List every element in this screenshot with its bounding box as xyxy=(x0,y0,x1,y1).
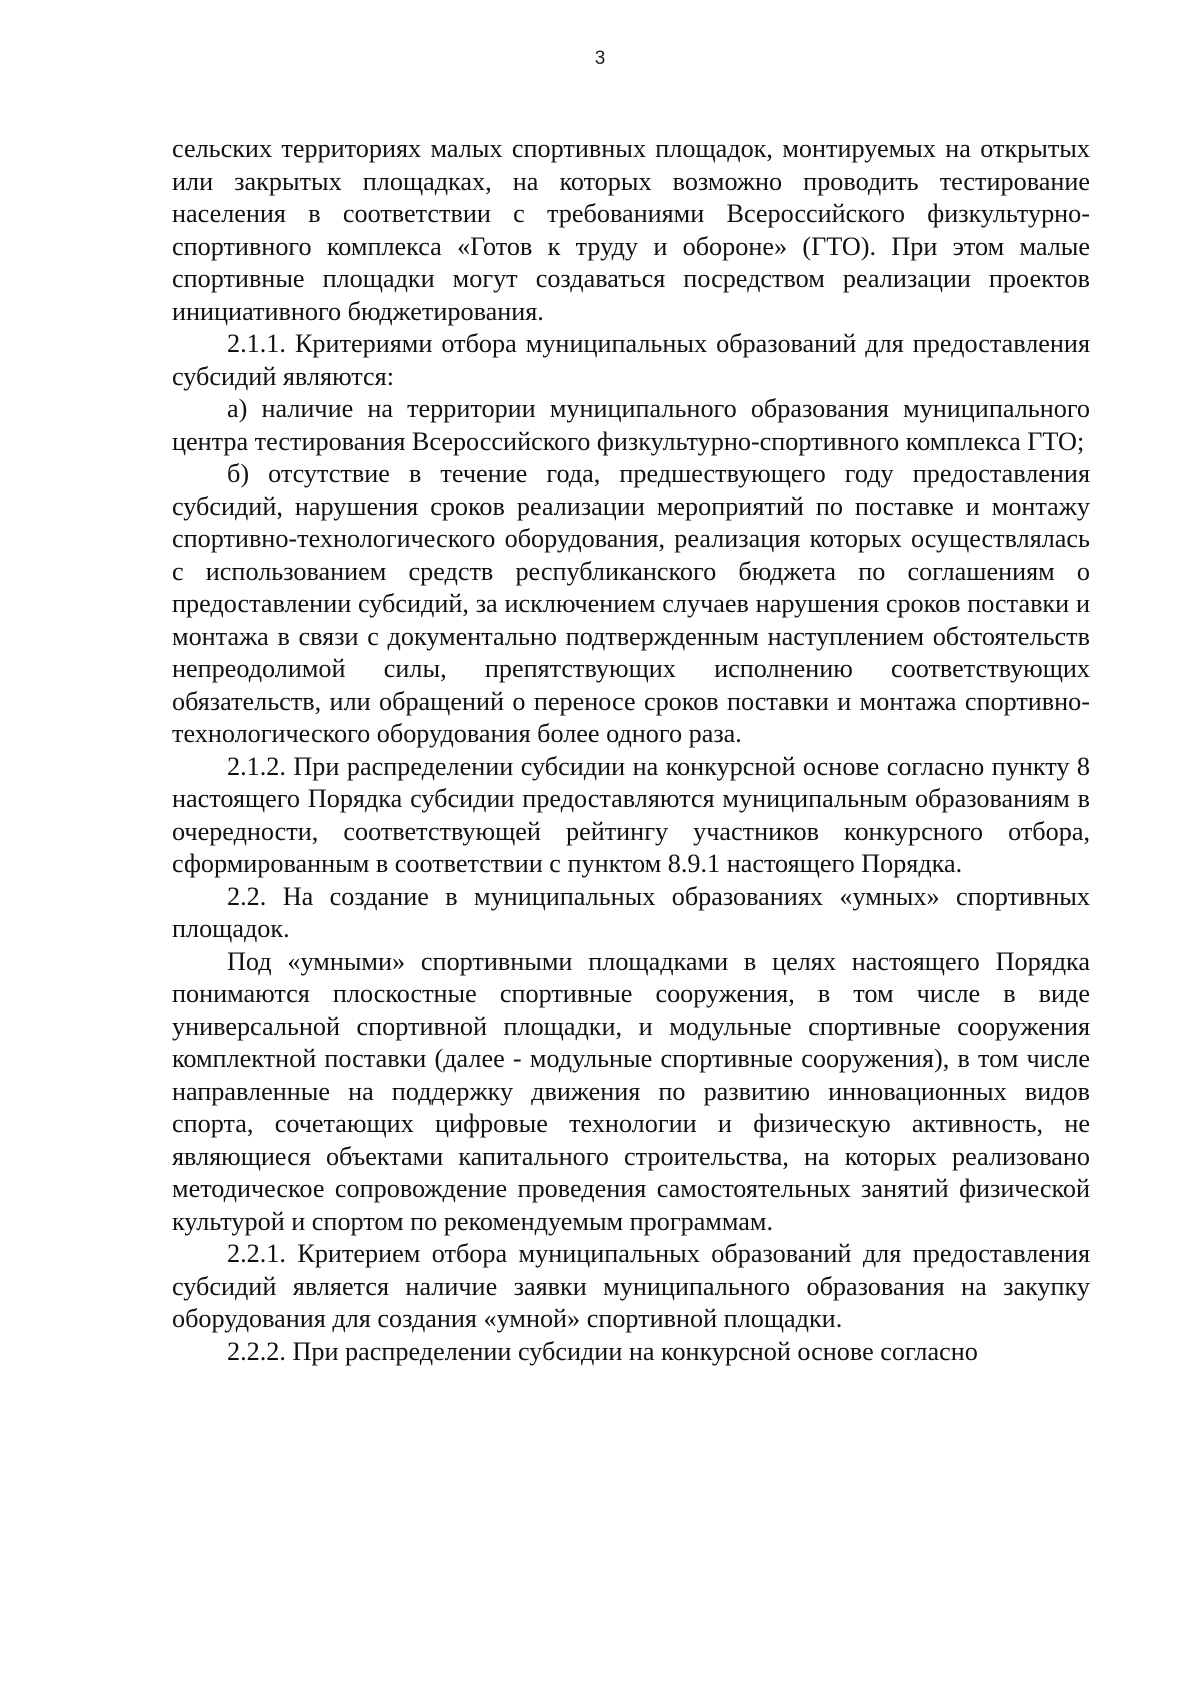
paragraph: 2.2.1. Критерием отбора муниципальных образований для предоставления субсидий является наличие заявки муниципального образования на закупку оборудования для создания «умной» спортивной площадки. xyxy=(172,1239,1090,1333)
paragraph: Под «умными» спортивными площадками в целях настоящего Порядка понимаются плоскостные спортивные сооружения, в том числе в виде универсальной спортивной площадки, и модульные спортивные сооружения комплектной поставки (далее - модульные спортивные сооружения), в том числе направленные на поддержку движения по развитию инновационных видов спорта, сочетающих цифровые технологии и физическую активность, не являющиеся объектами капитального строительства, на которых реализовано методическое сопровождение проведения самостоятельных занятий физической культурой и спортом по рекомендуемым программам. xyxy=(172,946,1090,1236)
paragraph: 2.1.2. При распределении субсидии на конкурсной основе согласно пункту 8 настоящего Порядка субсидии предоставляются муниципальным образованиям в очередности, соответствующей рейтингу участников конкурсного отбора, сформированным в соответствии с пунктом 8.9.1 настоящего Порядка. xyxy=(172,751,1090,878)
paragraph: а) наличие на территории муниципального образования муниципального центра тестирования Всероссийского физкультурно-спортивного комплекса ГТО; xyxy=(172,394,1090,456)
document-body xyxy=(172,133,1090,1368)
paragraph: 2.2.2. При распределении субсидии на конкурсной основе согласно xyxy=(227,1336,978,1366)
page-number: 3 xyxy=(594,48,606,69)
paragraph: 2.1.1. Критериями отбора муниципальных образований для предоставления субсидий являются: xyxy=(172,329,1090,391)
paragraph: сельских территориях малых спортивных площадок, монтируемых на открытых или закрытых площадках, на которых возможно проводить тестирование населения в соответствии с требованиями Всероссийского физкультурно-спортивного комплекса «Готов к труду и обороне» (ГТО). При этом малые спортивные площадки могут создаваться посредством реализации проектов инициативного бюджетирования. xyxy=(172,134,1090,326)
paragraph: 2.2. На создание в муниципальных образованиях «умных» спортивных площадок. xyxy=(172,881,1090,943)
paragraph: б) отсутствие в течение года, предшествующего году предоставления субсидий, нарушения сроков реализации мероприятий по поставке и монтажу спортивно-технологического оборудования, реализация которых осуществлялась с использованием средств республиканского бюджета по соглашениям о предоставлении субсидий, за исключением случаев нарушения сроков поставки и монтажа в связи с документально подтвержденным наступлением обстоятельств непреодолимой силы, препятствующих исполнению соответствующих обязательств, или обращений о переносе сроков поставки и монтажа спортивно-технологического оборудования более одного раза. xyxy=(172,459,1090,748)
